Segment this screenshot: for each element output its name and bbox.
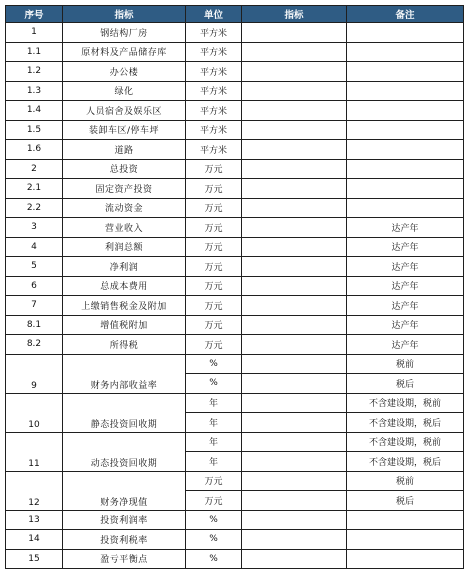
- table-row: [6, 120, 464, 140]
- row-unit: 万元: [186, 491, 242, 511]
- row-remark: [347, 62, 464, 82]
- row-number: 1.1: [6, 42, 63, 62]
- table-body: [6, 23, 464, 569]
- row-remark: [347, 81, 464, 101]
- row-indicator: 流动资金: [63, 198, 186, 218]
- row-remark: 税后: [347, 491, 464, 511]
- row-indicator: 静态投资回收期: [63, 393, 186, 432]
- table-row: [6, 471, 464, 491]
- row-unit: 万元: [186, 315, 242, 335]
- row-remark: 达产年: [347, 276, 464, 296]
- row-number: 1.6: [6, 140, 63, 160]
- row-number: 13: [6, 510, 63, 530]
- row-unit: 平方米: [186, 42, 242, 62]
- row-unit: %: [186, 374, 242, 394]
- row-unit: 万元: [186, 471, 242, 491]
- row-value: [242, 62, 347, 82]
- row-number: 2.1: [6, 179, 63, 199]
- row-indicator: 投资利润率: [63, 510, 186, 530]
- row-number: 8.2: [6, 335, 63, 355]
- row-remark: [347, 179, 464, 199]
- table-row: [6, 296, 464, 316]
- table-row: [6, 276, 464, 296]
- row-number: 10: [6, 393, 63, 432]
- row-value: [242, 198, 347, 218]
- table-row: [6, 335, 464, 355]
- row-remark: 达产年: [347, 315, 464, 335]
- table-row: [6, 510, 464, 530]
- table-row: [6, 62, 464, 82]
- row-unit: 万元: [186, 335, 242, 355]
- row-unit: 万元: [186, 198, 242, 218]
- row-unit: 平方米: [186, 81, 242, 101]
- row-number: 2.2: [6, 198, 63, 218]
- row-remark: 不含建设期，税前: [347, 393, 464, 413]
- table-row: [6, 315, 464, 335]
- table-row: [6, 257, 464, 277]
- row-indicator: 所得税: [63, 335, 186, 355]
- table-row: [6, 81, 464, 101]
- table-row: [6, 530, 464, 550]
- row-indicator: 固定资产投资: [63, 179, 186, 199]
- table-row: [6, 140, 464, 160]
- table-row: [6, 179, 464, 199]
- row-remark: 达产年: [347, 296, 464, 316]
- row-indicator: 营业收入: [63, 218, 186, 238]
- row-number: 1.3: [6, 81, 63, 101]
- row-indicator: 绿化: [63, 81, 186, 101]
- row-unit: 万元: [186, 296, 242, 316]
- row-number: 2: [6, 159, 63, 179]
- row-remark: [347, 159, 464, 179]
- row-value: [242, 510, 347, 530]
- row-remark: [347, 42, 464, 62]
- row-indicator: 原材料及产品储存库: [63, 42, 186, 62]
- row-indicator: 人员宿舍及娱乐区: [63, 101, 186, 121]
- row-value: [242, 549, 347, 569]
- row-number: 7: [6, 296, 63, 316]
- table-row: [6, 549, 464, 569]
- row-unit: %: [186, 354, 242, 374]
- table-row: [6, 23, 464, 43]
- table-row: [6, 198, 464, 218]
- row-indicator: 上缴销售税金及附加: [63, 296, 186, 316]
- row-number: 1.4: [6, 101, 63, 121]
- row-unit: 平方米: [186, 140, 242, 160]
- row-value: [242, 257, 347, 277]
- row-indicator: 钢结构厂房: [63, 23, 186, 43]
- row-value: [242, 42, 347, 62]
- header-row: [6, 6, 464, 23]
- row-unit: 平方米: [186, 23, 242, 43]
- row-value: [242, 354, 347, 374]
- row-unit: 万元: [186, 276, 242, 296]
- row-unit: %: [186, 549, 242, 569]
- row-unit: 年: [186, 413, 242, 433]
- row-number: 9: [6, 354, 63, 393]
- table-row: [6, 432, 464, 452]
- table-row: [6, 237, 464, 257]
- row-value: [242, 374, 347, 394]
- row-indicator: 办公楼: [63, 62, 186, 82]
- row-remark: [347, 510, 464, 530]
- row-remark: 税前: [347, 354, 464, 374]
- row-indicator: 动态投资回收期: [63, 432, 186, 471]
- table-row: [6, 42, 464, 62]
- row-remark: [347, 23, 464, 43]
- indicator-table-container: [5, 5, 464, 569]
- row-unit: 平方米: [186, 101, 242, 121]
- row-value: [242, 81, 347, 101]
- row-remark: 税后: [347, 374, 464, 394]
- row-remark: 达产年: [347, 335, 464, 355]
- row-unit: 万元: [186, 257, 242, 277]
- row-number: 3: [6, 218, 63, 238]
- row-remark: [347, 530, 464, 550]
- row-value: [242, 452, 347, 472]
- row-remark: 不含建设期，税后: [347, 413, 464, 433]
- row-value: [242, 159, 347, 179]
- row-value: [242, 413, 347, 433]
- header-value: 指标: [242, 6, 347, 23]
- row-remark: 税前: [347, 471, 464, 491]
- row-value: [242, 23, 347, 43]
- row-remark: [347, 101, 464, 121]
- row-remark: 达产年: [347, 237, 464, 257]
- table-row: [6, 354, 464, 374]
- row-value: [242, 335, 347, 355]
- row-indicator: 盈亏平衡点: [63, 549, 186, 569]
- row-remark: [347, 198, 464, 218]
- row-number: 12: [6, 471, 63, 510]
- row-remark: 不含建设期，税前: [347, 432, 464, 452]
- row-remark: 达产年: [347, 218, 464, 238]
- row-indicator: 利润总额: [63, 237, 186, 257]
- table-row: [6, 393, 464, 413]
- row-value: [242, 491, 347, 511]
- row-number: 6: [6, 276, 63, 296]
- row-number: 1.2: [6, 62, 63, 82]
- row-value: [242, 296, 347, 316]
- row-number: 11: [6, 432, 63, 471]
- header-number: 序号: [6, 6, 63, 23]
- row-indicator: 总成本费用: [63, 276, 186, 296]
- row-remark: 达产年: [347, 257, 464, 277]
- row-remark: 不含建设期，税后: [347, 452, 464, 472]
- row-unit: 万元: [186, 237, 242, 257]
- row-value: [242, 101, 347, 121]
- row-unit: 年: [186, 452, 242, 472]
- row-number: 1.5: [6, 120, 63, 140]
- row-unit: 万元: [186, 159, 242, 179]
- row-value: [242, 393, 347, 413]
- table-row: [6, 218, 464, 238]
- row-unit: 年: [186, 393, 242, 413]
- row-unit: 万元: [186, 218, 242, 238]
- row-unit: 平方米: [186, 120, 242, 140]
- row-value: [242, 120, 347, 140]
- row-indicator: 总投资: [63, 159, 186, 179]
- row-value: [242, 432, 347, 452]
- row-value: [242, 276, 347, 296]
- row-remark: [347, 140, 464, 160]
- header-unit: 单位: [186, 6, 242, 23]
- table-row: [6, 101, 464, 121]
- row-indicator: 投资利税率: [63, 530, 186, 550]
- row-value: [242, 471, 347, 491]
- table-row: [6, 159, 464, 179]
- row-number: 5: [6, 257, 63, 277]
- row-number: 14: [6, 530, 63, 550]
- row-indicator: 财务内部收益率: [63, 354, 186, 393]
- row-number: 4: [6, 237, 63, 257]
- row-number: 8.1: [6, 315, 63, 335]
- row-value: [242, 140, 347, 160]
- row-unit: 万元: [186, 179, 242, 199]
- header-remark: 备注: [347, 6, 464, 23]
- row-remark: [347, 120, 464, 140]
- row-indicator: 增值税附加: [63, 315, 186, 335]
- row-value: [242, 179, 347, 199]
- row-indicator: 净利润: [63, 257, 186, 277]
- row-indicator: 装卸车区/停车坪: [63, 120, 186, 140]
- row-unit: %: [186, 510, 242, 530]
- row-number: 15: [6, 549, 63, 569]
- row-unit: 年: [186, 432, 242, 452]
- row-indicator: 财务净现值: [63, 471, 186, 510]
- row-value: [242, 530, 347, 550]
- row-value: [242, 315, 347, 335]
- row-remark: [347, 549, 464, 569]
- row-value: [242, 218, 347, 238]
- row-value: [242, 237, 347, 257]
- row-unit: %: [186, 530, 242, 550]
- row-unit: 平方米: [186, 62, 242, 82]
- row-number: 1: [6, 23, 63, 43]
- header-indicator: 指标: [63, 6, 186, 23]
- indicator-table: [5, 5, 464, 569]
- row-indicator: 道路: [63, 140, 186, 160]
